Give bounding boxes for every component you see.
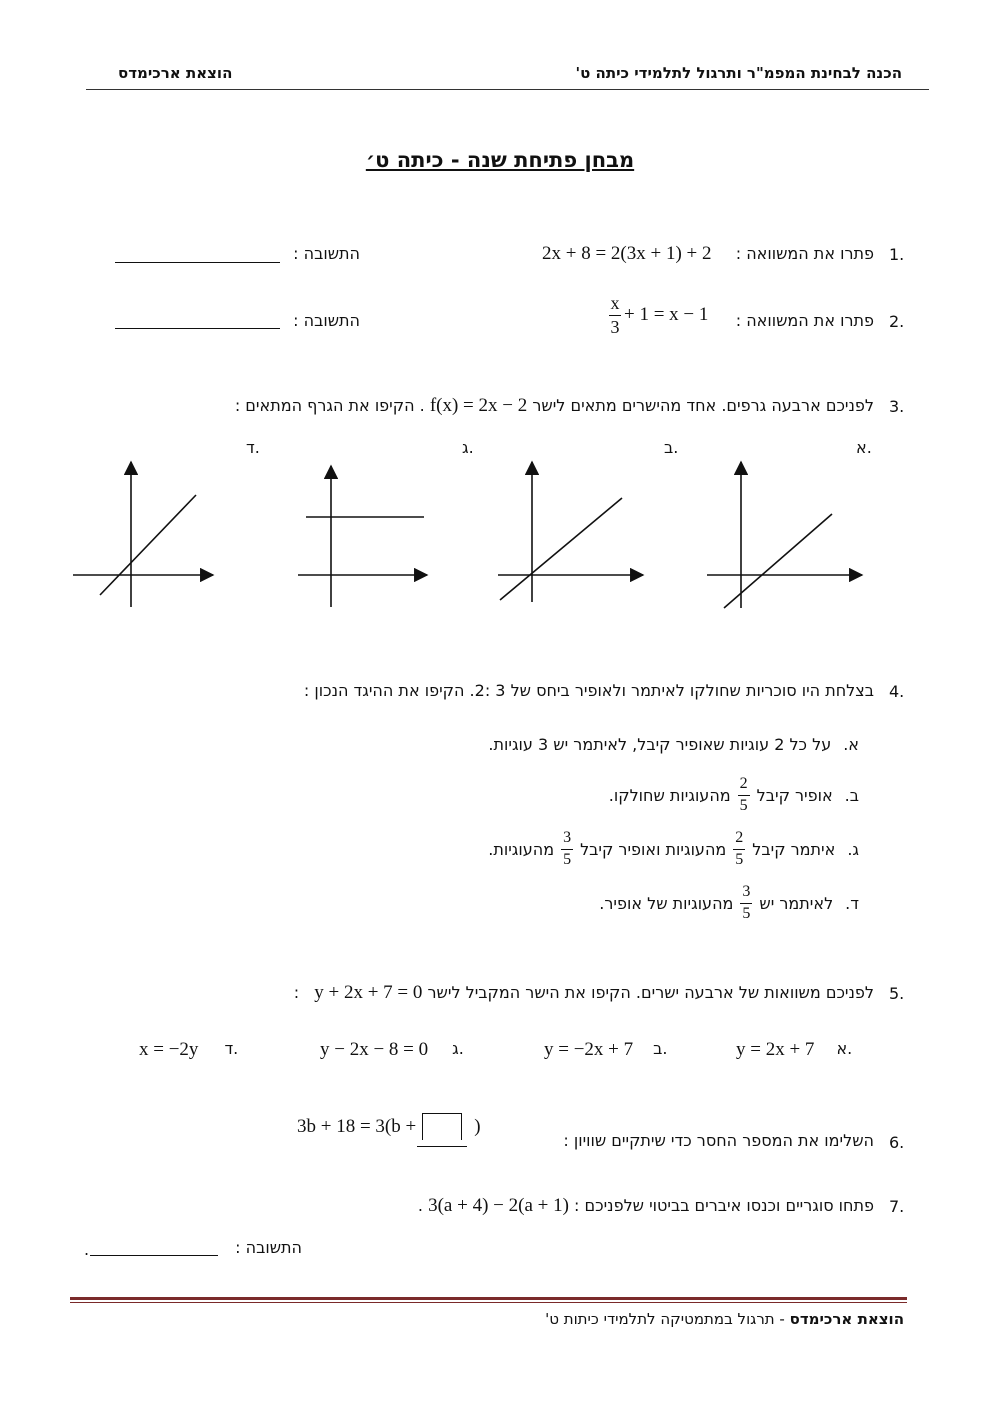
q5-option-a-eq: y = 2x + 7 [736,1039,815,1060]
q4-option-c-fraction-1: $\frac{2}{5}$ [735,829,744,868]
q3-text [235,395,874,417]
graph-b[interactable] [498,462,643,602]
q5-option-d-eq: x = −2y [139,1039,199,1060]
q1-equation: 2x + 8 = 2(3x + 1) + 2 [542,243,712,264]
q5-option-d-label: ד. [224,1039,239,1058]
q2-fraction-numerator: x [610,293,620,313]
q4-option-c-fraction-2: $\frac{3}{5}$ [563,829,572,868]
q1-text: פתרו את המשוואה : [735,244,874,263]
q3-text-after: . הקיפו את הגרף המתאים : [234,396,425,415]
q6-equation-right: ) [474,1116,481,1137]
q1-answer-label: התשובה : [293,244,360,263]
q4-option-b-label: ב. [844,785,859,805]
q2-equation [606,294,708,337]
q5-option-d[interactable] [139,1039,238,1061]
q5-option-c[interactable] [320,1039,464,1061]
q1-answer-blank[interactable] [115,262,280,263]
graph-label-c: ג. [462,438,474,457]
q4-option-a[interactable] [488,735,859,754]
q5-option-b-eq: y = −2x + 7 [544,1039,634,1060]
q4-option-c-label: ג. [847,839,859,859]
q2-answer-blank[interactable] [115,328,280,329]
q3-number: 3. [889,397,905,416]
q5-text [294,982,874,1004]
q5-text-main: לפניכם משוואות של ארבעה ישרים. הקיפו את הישר המקביל לישר [427,983,874,1002]
q4-option-c-before: איתמר קיבל [752,839,836,859]
q3-equation: f(x) = 2x − 2 [429,395,528,416]
q5-option-c-label: ג. [452,1039,464,1058]
q5-option-a[interactable] [736,1039,852,1061]
header-divider [86,89,929,90]
q4-option-d-before: לאיתמר יש [759,893,834,913]
q4-option-d[interactable] [599,884,859,923]
q2-fraction-denominator: 3 [610,316,620,337]
q7-equation: 3(a + 4) − 2(a + 1) [428,1195,569,1216]
q5-option-b[interactable] [544,1039,668,1061]
q4-option-c[interactable] [488,830,859,869]
q1-number: 1. [889,245,905,264]
q5-equation: y + 2x + 7 = 0 [314,982,423,1003]
footer-subtitle: - תרגול במתמטיקה לתלמידי כיתות ט' [545,1310,790,1328]
q3-text-before: לפניכם ארבעה גרפים. אחד מהישרים מתאים לישר [532,396,874,415]
graph-label-d: ד. [246,438,260,457]
q7-text-main: פתחו סוגריים וכנסו איברים בביטוי שלפניכם : [574,1196,874,1215]
q7-answer-period: . [84,1240,90,1259]
q4-option-b-before: אופיר קיבל [756,785,833,805]
footer-divider-thin [70,1302,907,1303]
q7-period: . [417,1196,424,1215]
q6-number: 6. [889,1133,905,1152]
q4-option-d-fraction: $\frac{3}{5}$ [742,883,751,922]
q5-option-a-label: א. [836,1039,853,1058]
q6-text: השלימו את המספר החסר כדי שיתקיים שוויון : [563,1131,874,1150]
q4-option-d-after: מהעוגיות של אופיר. [599,893,734,913]
graph-a[interactable] [707,462,862,608]
graph-label-b: ב. [664,438,679,457]
q4-text: בצלחת היו סוכריות שחולקו לאיתמר ולאופיר ביחס של 3 :2. הקיפו את ההיגד הנכון : [303,681,874,700]
q4-option-b-after: מהעוגיות שחולקו. [608,785,731,805]
q4-option-a-label: א. [843,735,859,754]
q7-answer-blank[interactable] [90,1255,218,1256]
q6-answer-box[interactable] [422,1113,462,1140]
header-right-text: הכנה לבחינת המפמ"ר ותרגול לתלמידי כיתה ט' [575,64,902,82]
page-title: מבחן פתיחת שנה - כיתה ט׳ [365,148,635,172]
q4-option-c-after: מהעוגיות. [488,839,555,859]
q4-option-c-middle: מהעוגיות ואופיר קיבל [580,839,727,859]
header-left-text: הוצאת ארכימדס [118,64,233,82]
q2-answer-label: התשובה : [293,311,360,330]
q6-equation [297,1113,481,1140]
graph-label-a: א. [856,438,872,457]
q2-number: 2. [889,312,905,331]
q7-answer-label: התשובה : [235,1238,302,1257]
q6-equation-left: 3b + 18 = 3(b + [297,1116,417,1137]
q4-option-a-text: על כל 2 עוגיות שאופיר קיבל, לאיתמר יש 3 עוגיות. [488,735,832,754]
q5-option-c-eq: y − 2x − 8 = 0 [320,1039,429,1060]
footer-text [545,1310,904,1328]
graphs-area [0,450,1000,650]
q4-option-b[interactable] [609,776,859,815]
q7-text [418,1195,874,1217]
q7-number: 7. [889,1197,905,1216]
footer-publisher: הוצאת ארכימדס [789,1310,904,1328]
q2-equation-rest: + 1 = x − 1 [624,304,709,326]
footer-divider [70,1297,907,1300]
q2-text: פתרו את המשוואה : [735,311,874,330]
q4-option-d-label: ד. [845,893,859,913]
q4-option-b-fraction: $\frac{2}{5}$ [739,775,748,814]
graph-d[interactable] [73,462,213,607]
q5-colon: : [293,983,300,1002]
q2-fraction [609,294,621,337]
q5-number: 5. [889,984,905,1003]
q4-number: 4. [889,682,905,701]
graph-c[interactable] [298,466,427,607]
q5-option-b-label: ב. [653,1039,668,1058]
